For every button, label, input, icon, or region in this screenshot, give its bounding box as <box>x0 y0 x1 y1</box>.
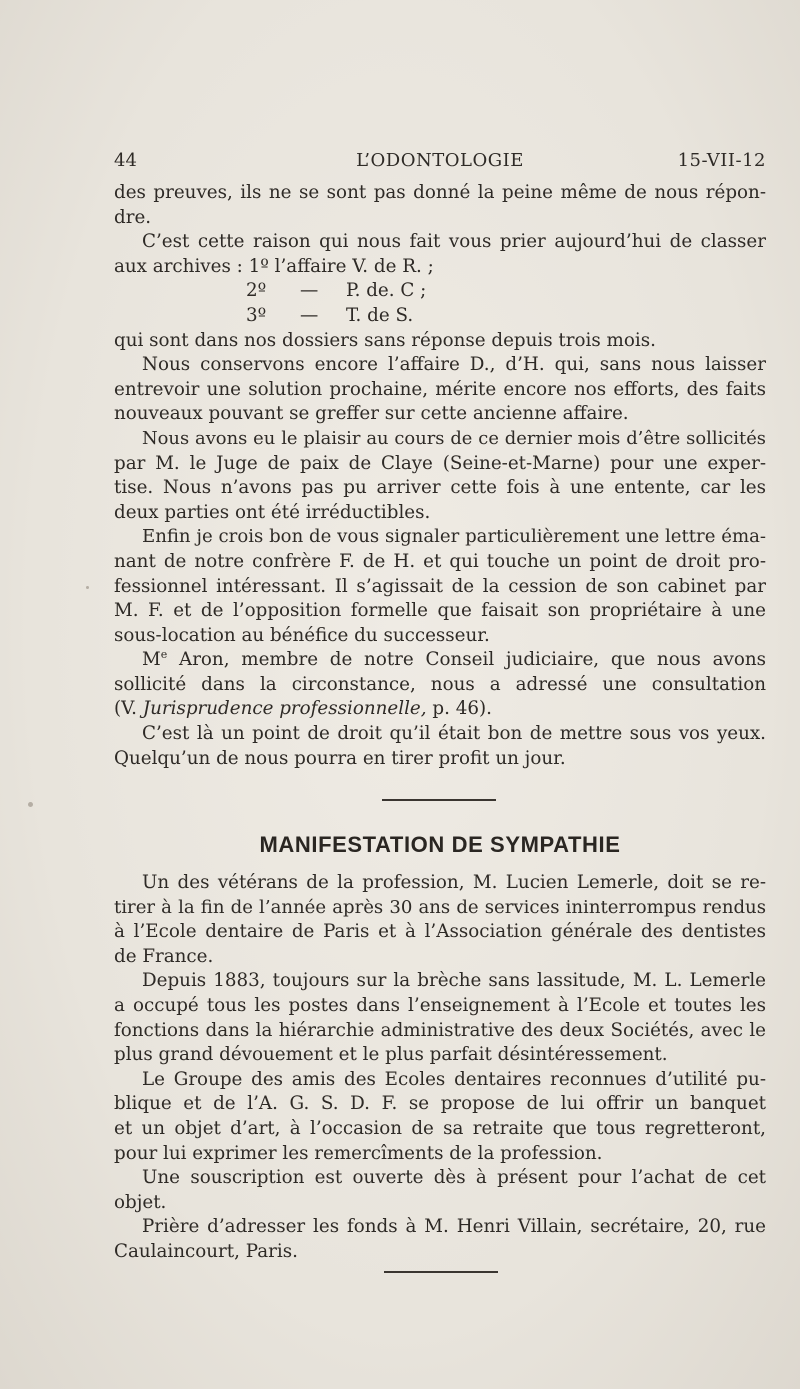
section-divider <box>382 799 496 801</box>
text-line: Un des vétérans de la profession, M. Lucien Lemerle, doit se re- <box>142 872 766 893</box>
enum-reference: T. de S. <box>346 304 414 326</box>
letter-body-text <box>114 181 766 771</box>
text-line: par M. le Juge de paix de Claye (Seine-et-Marne) pour une exper- <box>114 452 766 474</box>
text-line: et un objet d’art, à l’occasion de sa retraite que tous regretteront, <box>114 1117 766 1139</box>
text-line: sollicité dans la circonstance, nous a adressé une consultation <box>114 673 766 695</box>
text-line: blique et de l’A. G. S. D. F. se propose de lui offrir un banquet <box>114 1093 766 1115</box>
text-line: à l’Ecole dentaire de Paris et à l’Association générale des dentistes <box>114 921 766 943</box>
text-line: tirer à la fin de l’année après 30 ans de services ininterrompus rendus <box>114 896 766 918</box>
enum-number: 3º <box>246 304 267 326</box>
enumeration-line-3 <box>114 304 766 329</box>
text-line: a occupé tous les postes dans l’enseignement à l’Ecole et toutes les <box>114 994 766 1016</box>
text-line: fessionnel intéressant. Il s’agissait de la cession de son cabinet par <box>114 575 766 597</box>
enumeration-line-2 <box>114 279 766 304</box>
text-line: fonctions dans la hiérarchie administrative des deux Sociétés, avec le <box>114 1019 766 1041</box>
end-divider <box>384 1271 498 1273</box>
text-line: Le Groupe des amis des Ecoles dentaires reconnues d’utilité pu- <box>142 1068 766 1090</box>
text-line: Quelqu’un de nous pourra en tirer profit un jour. <box>114 747 566 769</box>
text-line: M. F. et de l’opposition formelle que faisait son propriétaire à une <box>114 600 766 622</box>
journal-title: L’ODONTOLOGIE <box>356 150 524 171</box>
issue-date: 15-VII-12 <box>677 150 766 171</box>
enum-number: 2º <box>246 280 267 302</box>
text-line: tise. Nous n’avons pas pu arriver cette fois à une entente, car les <box>114 477 766 499</box>
text-line: nouveaux pouvant se greffer sur cette ancienne affaire. <box>114 403 629 425</box>
text-line: sous-location au bénéfice du successeur. <box>114 624 490 646</box>
text-line: Me Aron, membre de notre Conseil judiciaire, que nous avons <box>142 648 766 671</box>
text-line: Nous avons eu le plaisir au cours de ce dernier mois d’être sollicités <box>142 427 766 449</box>
enum-dash: — <box>300 280 319 302</box>
page-number: 44 <box>114 150 137 171</box>
text-line: Prière d’adresser les fonds à M. Henri Villain, secrétaire, 20, rue <box>142 1216 766 1238</box>
text-line: dre. <box>114 206 152 228</box>
announcement-text <box>114 871 766 1265</box>
text-line: Caulaincourt, Paris. <box>114 1240 298 1262</box>
text-line: de France. <box>114 945 214 967</box>
text-line: Une souscription est ouverte dès à présent pour l’achat de cet <box>142 1167 766 1189</box>
text-line: Enfin je crois bon de vous signaler particulièrement une lettre éma- <box>142 526 766 548</box>
section-heading: MANIFESTATION DE SYMPATHIE <box>259 832 621 857</box>
paper-speck <box>86 586 89 589</box>
text-line: pour lui exprimer les remercîments de la profession. <box>114 1142 603 1164</box>
text-line: objet. <box>114 1191 167 1213</box>
text-line: Nous conservons encore l’affaire D., d’H. qui, sans nous laisser <box>142 354 766 376</box>
text-line: plus grand dévouement et le plus parfait désintéressement. <box>114 1044 668 1066</box>
text-line: aux archives : 1º l’affaire V. de R. ; <box>114 255 434 277</box>
text-line: C’est là un point de droit qu’il était bon de mettre sous vos yeux. <box>142 723 766 745</box>
text-line: nant de notre confrère F. de H. et qui touche un point de droit pro- <box>114 550 766 572</box>
text-line: entrevoir une solution prochaine, mérite encore nos efforts, des faits <box>114 378 766 400</box>
text-line: des preuves, ils ne se sont pas donné la peine même de nous répon- <box>114 182 766 203</box>
text-line: deux parties ont été irréductibles. <box>114 501 431 523</box>
enum-dash: — <box>300 304 319 326</box>
text-line: (V. Jurisprudence professionnelle, p. 46). <box>114 698 492 720</box>
text-line: qui sont dans nos dossiers sans réponse depuis trois mois. <box>114 329 656 351</box>
enum-reference: P. de. C ; <box>346 280 427 302</box>
text-line: C’est cette raison qui nous fait vous prier aujourd’hui de classer <box>142 231 766 253</box>
text-line: Depuis 1883, toujours sur la brèche sans lassitude, M. L. Lemerle <box>142 970 766 992</box>
running-header <box>114 150 766 176</box>
paper-speck <box>28 802 33 807</box>
